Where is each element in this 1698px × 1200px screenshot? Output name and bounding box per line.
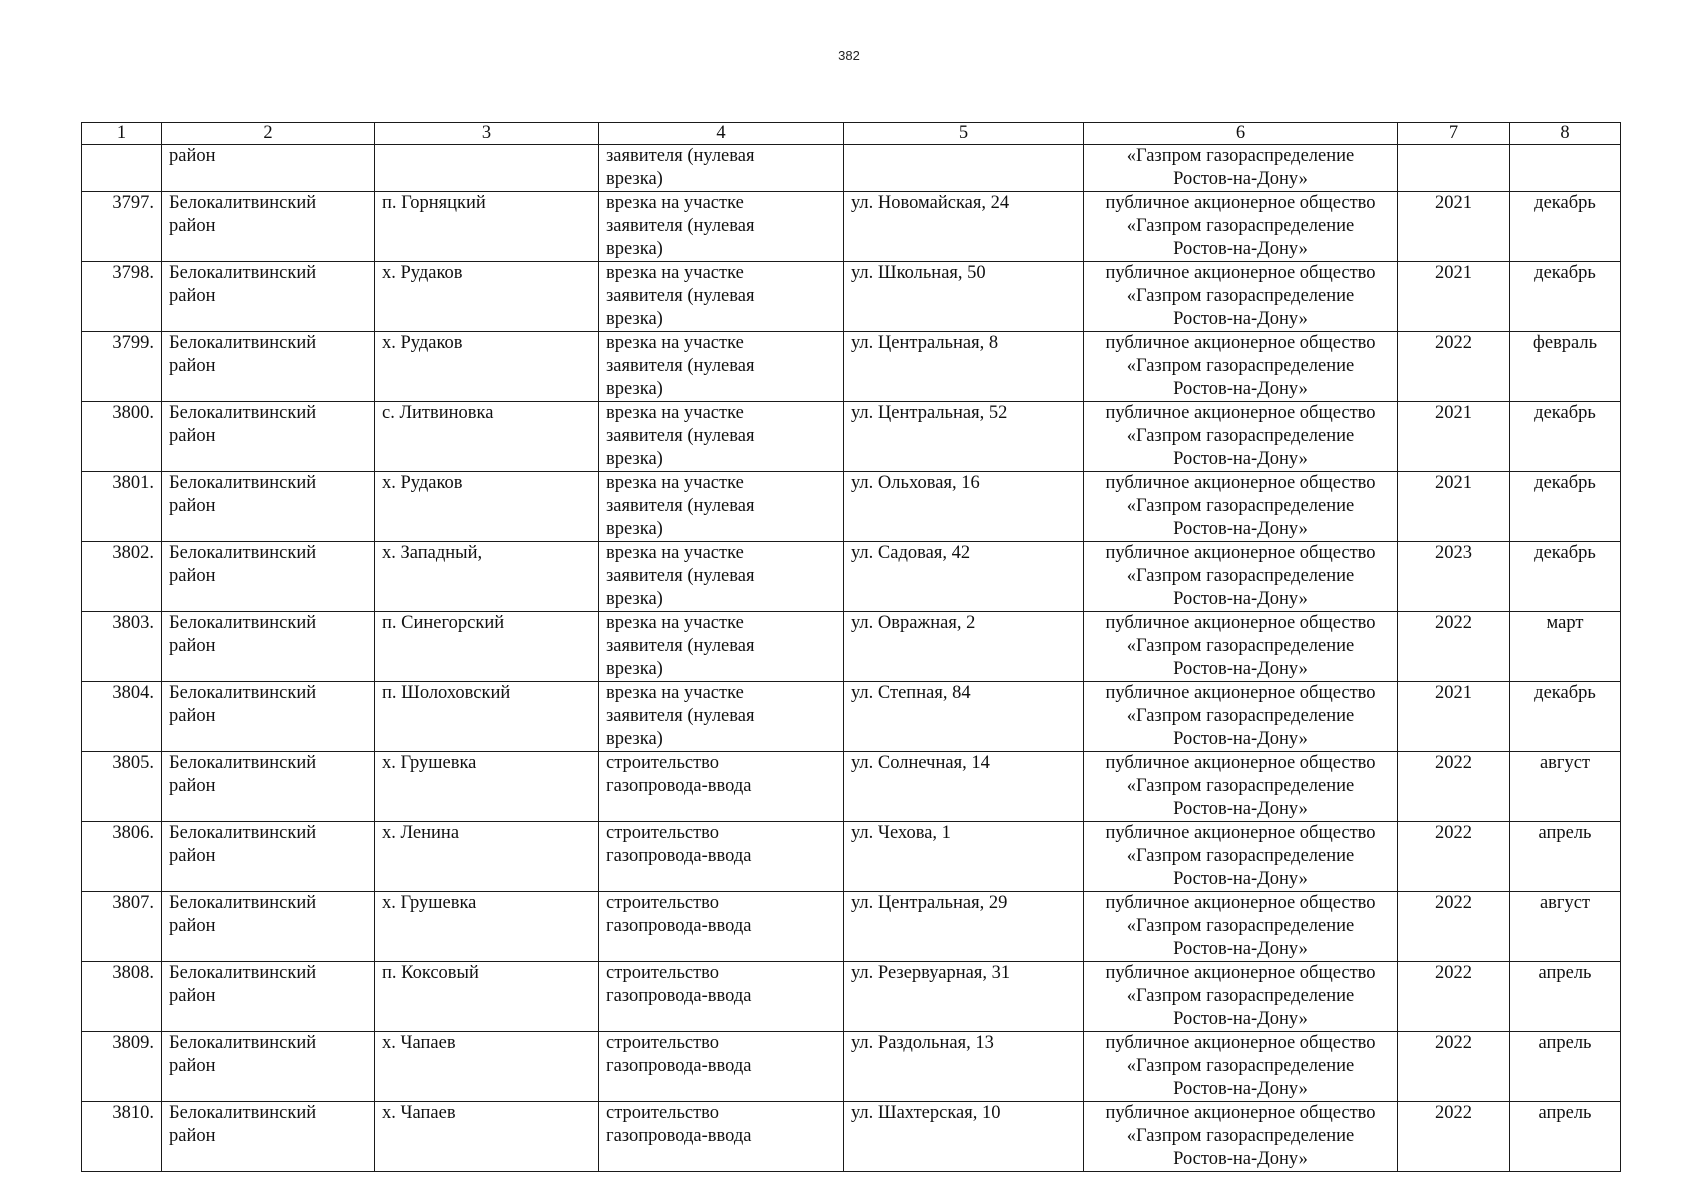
work-type-cell	[599, 402, 844, 472]
organization-line: «Газпром газораспределение	[1126, 776, 1355, 796]
month-cell: декабрь	[1510, 472, 1621, 542]
organization-line: публичное акционерное общество	[1105, 543, 1376, 563]
column-header: 7	[1398, 123, 1510, 145]
district-line: Белокалитвинский	[169, 683, 317, 703]
district-line: Белокалитвинский	[169, 263, 317, 283]
organization-line: «Газпром газораспределение	[1126, 566, 1355, 586]
organization-line: «Газпром газораспределение	[1126, 426, 1355, 446]
year-cell	[1398, 145, 1510, 192]
organization-line: Ростов-на-Дону»	[1173, 169, 1308, 189]
locality-line: х. Чапаев	[382, 1033, 456, 1053]
column-header: 6	[1084, 123, 1398, 145]
organization-line: «Газпром газораспределение	[1126, 1126, 1355, 1146]
locality-line: х. Рудаков	[382, 263, 463, 283]
district-line: Белокалитвинский	[169, 823, 317, 843]
address-cell	[844, 612, 1084, 682]
table-row	[82, 402, 1621, 472]
district-cell	[162, 192, 375, 262]
table-row	[82, 612, 1621, 682]
work-type-cell	[599, 682, 844, 752]
district-cell	[162, 472, 375, 542]
address-cell	[844, 752, 1084, 822]
locality-cell	[375, 752, 599, 822]
work-type-line: врезка)	[606, 589, 663, 609]
year-cell: 2021	[1398, 402, 1510, 472]
address-line: ул. Садовая, 42	[851, 543, 971, 563]
table-row	[82, 472, 1621, 542]
locality-line: п. Шолоховский	[382, 683, 511, 703]
district-cell	[162, 752, 375, 822]
year-cell: 2021	[1398, 262, 1510, 332]
work-type-line: газопровода-ввода	[606, 846, 752, 866]
organization-cell	[1084, 145, 1398, 192]
month-cell	[1510, 145, 1621, 192]
organization-cell	[1084, 332, 1398, 402]
work-type-line: врезка)	[606, 659, 663, 679]
organization-line: публичное акционерное общество	[1105, 473, 1376, 493]
address-line: ул. Овражная, 2	[851, 613, 976, 633]
work-type-line: врезка на участке	[606, 613, 744, 633]
month-cell: август	[1510, 892, 1621, 962]
address-cell	[844, 682, 1084, 752]
work-type-cell	[599, 145, 844, 192]
address-cell	[844, 1102, 1084, 1172]
district-cell	[162, 1032, 375, 1102]
row-number-cell: 3809.	[82, 1032, 162, 1102]
district-line: район	[169, 776, 216, 796]
row-number-cell	[82, 145, 162, 192]
address-line: ул. Раздольная, 13	[851, 1033, 994, 1053]
work-type-line: врезка)	[606, 239, 663, 259]
month-cell: декабрь	[1510, 262, 1621, 332]
work-type-line: строительство	[606, 893, 720, 913]
district-line: Белокалитвинский	[169, 753, 317, 773]
organization-cell	[1084, 752, 1398, 822]
row-number-cell: 3803.	[82, 612, 162, 682]
work-type-cell	[599, 962, 844, 1032]
row-number-cell: 3798.	[82, 262, 162, 332]
work-type-line: врезка на участке	[606, 683, 744, 703]
address-line: ул. Центральная, 8	[851, 333, 999, 353]
organization-line: «Газпром газораспределение	[1126, 286, 1355, 306]
district-cell	[162, 332, 375, 402]
district-cell	[162, 145, 375, 192]
locality-line: п. Горняцкий	[382, 193, 486, 213]
address-line: ул. Центральная, 52	[851, 403, 1008, 423]
locality-cell	[375, 402, 599, 472]
locality-line: п. Синегорский	[382, 613, 505, 633]
address-cell	[844, 192, 1084, 262]
organization-cell	[1084, 612, 1398, 682]
year-cell: 2021	[1398, 472, 1510, 542]
work-type-line: газопровода-ввода	[606, 916, 752, 936]
column-number-row	[82, 123, 1621, 145]
work-type-cell	[599, 822, 844, 892]
table-row	[82, 752, 1621, 822]
district-line: район	[169, 146, 216, 166]
locality-cell	[375, 822, 599, 892]
work-type-cell	[599, 752, 844, 822]
district-cell	[162, 1102, 375, 1172]
organization-line: Ростов-на-Дону»	[1173, 1149, 1308, 1169]
work-type-line: заявителя (нулевая	[606, 146, 755, 166]
district-cell	[162, 542, 375, 612]
organization-line: Ростов-на-Дону»	[1173, 939, 1308, 959]
work-type-line: строительство	[606, 1103, 720, 1123]
table-row	[82, 332, 1621, 402]
organization-cell	[1084, 402, 1398, 472]
organization-line: публичное акционерное общество	[1105, 823, 1376, 843]
district-cell	[162, 402, 375, 472]
address-line: ул. Школьная, 50	[851, 263, 986, 283]
table-row	[82, 682, 1621, 752]
work-type-line: врезка)	[606, 379, 663, 399]
year-cell: 2021	[1398, 682, 1510, 752]
locality-line: х. Рудаков	[382, 473, 463, 493]
table-row	[82, 892, 1621, 962]
work-type-line: заявителя (нулевая	[606, 496, 755, 516]
organization-line: публичное акционерное общество	[1105, 403, 1376, 423]
year-cell: 2023	[1398, 542, 1510, 612]
row-number-cell: 3801.	[82, 472, 162, 542]
organization-line: Ростов-на-Дону»	[1173, 729, 1308, 749]
district-cell	[162, 612, 375, 682]
organization-cell	[1084, 542, 1398, 612]
organization-line: публичное акционерное общество	[1105, 263, 1376, 283]
row-number-cell: 3799.	[82, 332, 162, 402]
month-cell: декабрь	[1510, 542, 1621, 612]
district-cell	[162, 262, 375, 332]
organization-line: Ростов-на-Дону»	[1173, 449, 1308, 469]
row-number-cell: 3800.	[82, 402, 162, 472]
work-type-cell	[599, 1102, 844, 1172]
work-type-line: врезка)	[606, 729, 663, 749]
continuation-row	[82, 145, 1621, 192]
district-line: район	[169, 986, 216, 1006]
month-cell: апрель	[1510, 962, 1621, 1032]
address-line: ул. Солнечная, 14	[851, 753, 990, 773]
year-cell: 2022	[1398, 1032, 1510, 1102]
address-cell	[844, 892, 1084, 962]
organization-line: «Газпром газораспределение	[1126, 986, 1355, 1006]
row-number-cell: 3804.	[82, 682, 162, 752]
district-line: Белокалитвинский	[169, 893, 317, 913]
district-line: Белокалитвинский	[169, 403, 317, 423]
organization-cell	[1084, 962, 1398, 1032]
work-type-line: заявителя (нулевая	[606, 706, 755, 726]
year-cell: 2022	[1398, 752, 1510, 822]
work-type-cell	[599, 892, 844, 962]
district-line: район	[169, 706, 216, 726]
district-line: район	[169, 1056, 216, 1076]
locality-cell	[375, 192, 599, 262]
district-cell	[162, 822, 375, 892]
locality-line: х. Чапаев	[382, 1103, 456, 1123]
column-header: 2	[162, 123, 375, 145]
month-cell: март	[1510, 612, 1621, 682]
locality-cell	[375, 612, 599, 682]
month-cell: апрель	[1510, 1032, 1621, 1102]
page-number: 382	[838, 48, 860, 63]
row-number-cell: 3806.	[82, 822, 162, 892]
district-line: район	[169, 566, 216, 586]
organization-line: «Газпром газораспределение	[1126, 356, 1355, 376]
work-type-line: врезка)	[606, 449, 663, 469]
work-type-line: газопровода-ввода	[606, 1056, 752, 1076]
work-type-line: врезка на участке	[606, 193, 744, 213]
row-number-cell: 3805.	[82, 752, 162, 822]
month-cell: февраль	[1510, 332, 1621, 402]
work-type-line: заявителя (нулевая	[606, 636, 755, 656]
work-type-line: врезка на участке	[606, 263, 744, 283]
district-line: Белокалитвинский	[169, 1103, 317, 1123]
address-line: ул. Шахтерская, 10	[851, 1103, 1001, 1123]
work-type-line: строительство	[606, 823, 720, 843]
address-line: ул. Центральная, 29	[851, 893, 1008, 913]
district-line: район	[169, 916, 216, 936]
organization-line: публичное акционерное общество	[1105, 193, 1376, 213]
row-number-cell: 3808.	[82, 962, 162, 1032]
work-type-line: врезка)	[606, 169, 663, 189]
work-type-cell	[599, 1032, 844, 1102]
organization-cell	[1084, 262, 1398, 332]
year-cell: 2022	[1398, 1102, 1510, 1172]
district-line: район	[169, 846, 216, 866]
address-line: ул. Ольховая, 16	[851, 473, 980, 493]
address-line: ул. Новомайская, 24	[851, 193, 1010, 213]
organization-cell	[1084, 1102, 1398, 1172]
work-type-cell	[599, 542, 844, 612]
address-cell	[844, 962, 1084, 1032]
locality-cell	[375, 1032, 599, 1102]
organization-line: Ростов-на-Дону»	[1173, 869, 1308, 889]
locality-cell	[375, 472, 599, 542]
work-type-line: строительство	[606, 1033, 720, 1053]
district-cell	[162, 962, 375, 1032]
month-cell: декабрь	[1510, 682, 1621, 752]
year-cell: 2022	[1398, 892, 1510, 962]
column-header: 4	[599, 123, 844, 145]
address-line: ул. Резервуарная, 31	[851, 963, 1011, 983]
organization-line: Ростов-на-Дону»	[1173, 589, 1308, 609]
work-type-line: заявителя (нулевая	[606, 566, 755, 586]
organization-cell	[1084, 192, 1398, 262]
district-line: район	[169, 496, 216, 516]
district-line: район	[169, 426, 216, 446]
work-type-line: заявителя (нулевая	[606, 216, 755, 236]
organization-cell	[1084, 682, 1398, 752]
row-number-cell: 3807.	[82, 892, 162, 962]
locality-cell	[375, 542, 599, 612]
organization-line: «Газпром газораспределение	[1126, 636, 1355, 656]
address-line: ул. Чехова, 1	[851, 823, 951, 843]
work-type-line: врезка на участке	[606, 333, 744, 353]
column-header: 1	[82, 123, 162, 145]
work-type-line: строительство	[606, 963, 720, 983]
work-type-line: заявителя (нулевая	[606, 426, 755, 446]
table-row	[82, 822, 1621, 892]
table-row	[82, 542, 1621, 612]
organization-line: Ростов-на-Дону»	[1173, 519, 1308, 539]
district-line: Белокалитвинский	[169, 613, 317, 633]
address-cell	[844, 1032, 1084, 1102]
work-type-line: врезка на участке	[606, 473, 744, 493]
locality-cell	[375, 962, 599, 1032]
table-row	[82, 1102, 1621, 1172]
organization-line: Ростов-на-Дону»	[1173, 379, 1308, 399]
month-cell: апрель	[1510, 822, 1621, 892]
month-cell: апрель	[1510, 1102, 1621, 1172]
organization-line: публичное акционерное общество	[1105, 1033, 1376, 1053]
address-cell	[844, 262, 1084, 332]
organization-line: Ростов-на-Дону»	[1173, 239, 1308, 259]
month-cell: декабрь	[1510, 192, 1621, 262]
locality-line: х. Рудаков	[382, 333, 463, 353]
work-type-cell	[599, 612, 844, 682]
organization-line: Ростов-на-Дону»	[1173, 1009, 1308, 1029]
organization-line: «Газпром газораспределение	[1126, 916, 1355, 936]
district-line: Белокалитвинский	[169, 1033, 317, 1053]
district-cell	[162, 892, 375, 962]
organization-line: публичное акционерное общество	[1105, 963, 1376, 983]
locality-line: х. Грушевка	[382, 893, 477, 913]
work-type-cell	[599, 332, 844, 402]
locality-line: с. Литвиновка	[382, 403, 494, 423]
organization-cell	[1084, 892, 1398, 962]
year-cell: 2021	[1398, 192, 1510, 262]
work-type-line: врезка на участке	[606, 403, 744, 423]
row-number-cell: 3810.	[82, 1102, 162, 1172]
month-cell: август	[1510, 752, 1621, 822]
work-type-cell	[599, 192, 844, 262]
year-cell: 2022	[1398, 822, 1510, 892]
row-number-cell: 3797.	[82, 192, 162, 262]
district-line: район	[169, 286, 216, 306]
column-header: 8	[1510, 123, 1621, 145]
district-line: район	[169, 356, 216, 376]
organization-line: Ростов-на-Дону»	[1173, 309, 1308, 329]
gasification-table	[81, 122, 1621, 1172]
district-line: Белокалитвинский	[169, 473, 317, 493]
organization-cell	[1084, 1032, 1398, 1102]
row-number-cell: 3802.	[82, 542, 162, 612]
year-cell: 2022	[1398, 332, 1510, 402]
work-type-line: врезка)	[606, 309, 663, 329]
address-cell	[844, 332, 1084, 402]
locality-line: х. Западный,	[382, 543, 483, 563]
district-line: Белокалитвинский	[169, 963, 317, 983]
table-row	[82, 962, 1621, 1032]
locality-line: п. Коксовый	[382, 963, 479, 983]
column-header: 5	[844, 123, 1084, 145]
organization-line: публичное акционерное общество	[1105, 333, 1376, 353]
organization-line: Ростов-на-Дону»	[1173, 659, 1308, 679]
year-cell: 2022	[1398, 962, 1510, 1032]
table-row	[82, 262, 1621, 332]
district-line: район	[169, 216, 216, 236]
work-type-line: врезка на участке	[606, 543, 744, 563]
year-cell: 2022	[1398, 612, 1510, 682]
work-type-line: газопровода-ввода	[606, 1126, 752, 1146]
organization-line: публичное акционерное общество	[1105, 683, 1376, 703]
address-cell	[844, 145, 1084, 192]
address-cell	[844, 822, 1084, 892]
work-type-line: газопровода-ввода	[606, 776, 752, 796]
work-type-line: врезка)	[606, 519, 663, 539]
district-line: район	[169, 1126, 216, 1146]
district-line: Белокалитвинский	[169, 193, 317, 213]
locality-cell	[375, 892, 599, 962]
organization-line: «Газпром газораспределение	[1126, 146, 1355, 166]
locality-cell	[375, 145, 599, 192]
district-line: Белокалитвинский	[169, 333, 317, 353]
table-row	[82, 192, 1621, 262]
organization-line: Ростов-на-Дону»	[1173, 1079, 1308, 1099]
organization-cell	[1084, 472, 1398, 542]
locality-cell	[375, 1102, 599, 1172]
organization-line: «Газпром газораспределение	[1126, 496, 1355, 516]
work-type-cell	[599, 472, 844, 542]
district-line: Белокалитвинский	[169, 543, 317, 563]
organization-line: Ростов-на-Дону»	[1173, 799, 1308, 819]
table-body	[82, 145, 1621, 1172]
locality-cell	[375, 682, 599, 752]
address-line: ул. Степная, 84	[851, 683, 971, 703]
district-cell	[162, 682, 375, 752]
work-type-line: строительство	[606, 753, 720, 773]
organization-line: публичное акционерное общество	[1105, 893, 1376, 913]
month-cell: декабрь	[1510, 402, 1621, 472]
organization-line: «Газпром газораспределение	[1126, 846, 1355, 866]
locality-cell	[375, 262, 599, 332]
organization-line: «Газпром газораспределение	[1126, 1056, 1355, 1076]
address-cell	[844, 402, 1084, 472]
district-line: район	[169, 636, 216, 656]
column-header: 3	[375, 123, 599, 145]
address-cell	[844, 542, 1084, 612]
organization-line: публичное акционерное общество	[1105, 753, 1376, 773]
organization-cell	[1084, 822, 1398, 892]
organization-line: «Газпром газораспределение	[1126, 706, 1355, 726]
locality-line: х. Грушевка	[382, 753, 477, 773]
organization-line: публичное акционерное общество	[1105, 613, 1376, 633]
locality-cell	[375, 332, 599, 402]
organization-line: «Газпром газораспределение	[1126, 216, 1355, 236]
work-type-line: заявителя (нулевая	[606, 356, 755, 376]
work-type-line: газопровода-ввода	[606, 986, 752, 1006]
table-row	[82, 1032, 1621, 1102]
work-type-line: заявителя (нулевая	[606, 286, 755, 306]
work-type-cell	[599, 262, 844, 332]
address-cell	[844, 472, 1084, 542]
locality-line: х. Ленина	[382, 823, 460, 843]
organization-line: публичное акционерное общество	[1105, 1103, 1376, 1123]
